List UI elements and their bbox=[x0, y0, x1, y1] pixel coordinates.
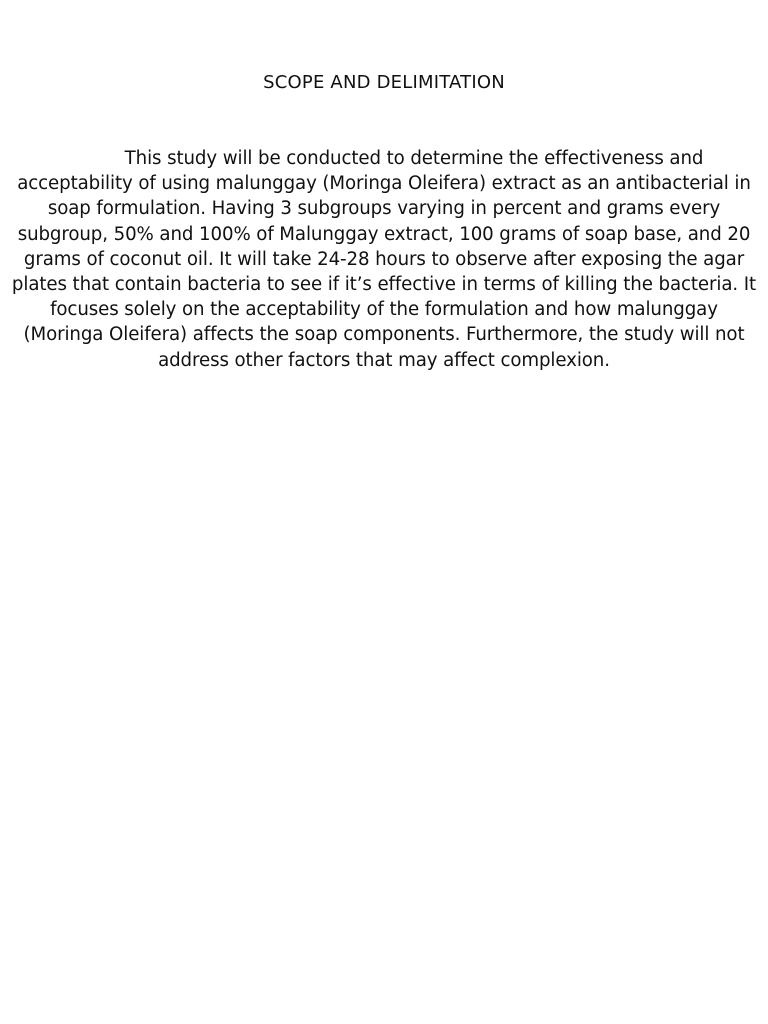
body-paragraph: This study will be conducted to determine the effectiveness and acceptability of using malunggay (Moringa Oleifera) extract as an antibacterial in soap formulation. Having 3 subgroups varying in percent and grams every subgroup, 50% and 100% of Malunggay extract, 100 grams of soap base, and 20 grams of coconut oil. It will take 24-28 hours to observe after exposing the agar plates that contain bacteria to see if it’s effective in terms of killing the bacteria. It focuses solely on the acceptability of the formulation and how malunggay (Moringa Oleifera) affects the soap components. Furthermore, the study will not address other factors that may affect complexion. bbox=[11, 148, 757, 371]
section-heading: SCOPE AND DELIMITATION bbox=[263, 72, 505, 93]
